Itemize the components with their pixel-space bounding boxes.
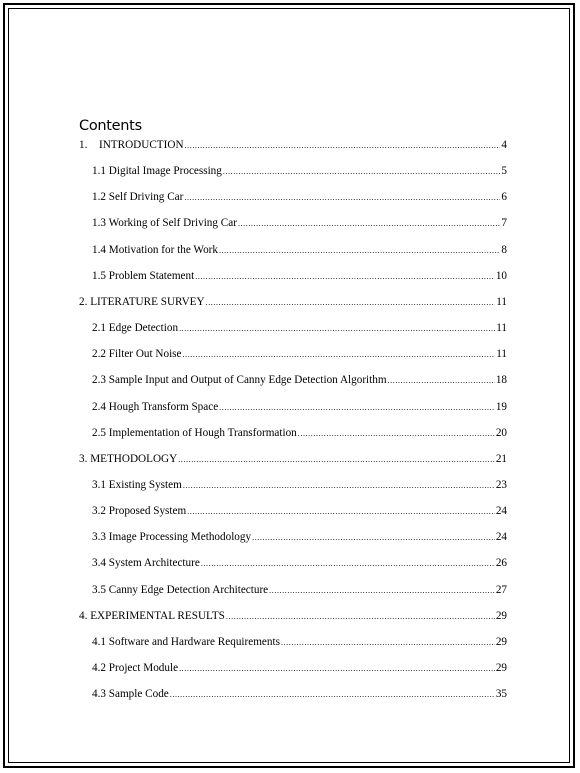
toc-leader-dots <box>226 612 495 621</box>
toc-entry-title: 1.2 Self Driving Car <box>92 191 184 204</box>
toc-entry-title: 3. METHODOLOGY <box>79 452 178 465</box>
toc-entry-title: 2.3 Sample Input and Output of Canny Edge Detection Algorithm <box>92 374 387 387</box>
toc-entry[interactable] <box>79 296 507 308</box>
toc-entry-page: 11 <box>496 322 507 335</box>
toc-leader-dots <box>388 376 495 385</box>
toc-entry-page: 26 <box>495 557 507 570</box>
toc-entry[interactable] <box>92 270 507 282</box>
toc-entry-page: 11 <box>496 295 507 308</box>
toc-entry[interactable] <box>92 374 507 386</box>
toc-entry-title: 3.5 Canny Edge Detection Architecture <box>92 583 269 596</box>
toc-entry-title: 1.3 Working of Self Driving Car <box>92 217 237 230</box>
toc-entry-title: 2.5 Implementation of Hough Transformation <box>92 426 297 439</box>
toc-entry-title: INTRODUCTION <box>99 139 184 151</box>
toc-entry[interactable] <box>79 610 507 622</box>
toc-leader-dots <box>184 193 500 202</box>
toc-entry[interactable] <box>92 584 507 596</box>
toc-entry-page: 23 <box>495 478 507 491</box>
toc-entry-page: 6 <box>501 191 507 204</box>
toc-entry-page: 7 <box>501 217 507 230</box>
toc-entry-title: 1.4 Motivation for the Work <box>92 243 218 256</box>
toc-entry[interactable] <box>92 165 507 177</box>
toc-entry[interactable] <box>92 244 507 256</box>
toc-leader-dots <box>170 690 495 699</box>
toc-entry[interactable] <box>92 505 507 517</box>
toc-entry-number: 1. <box>79 139 88 151</box>
toc-leader-dots <box>252 533 495 542</box>
toc-entry-title: 2. LITERATURE SURVEY <box>79 295 205 308</box>
toc-entry-title: 3.2 Proposed System <box>92 505 187 518</box>
toc-entry-page: 11 <box>496 348 507 361</box>
toc-entry[interactable] <box>92 427 507 439</box>
toc-entry-page: 4 <box>501 139 507 151</box>
toc-entry-title: 1.5 Problem Statement <box>92 269 195 282</box>
toc-entry-title: 3.1 Existing System <box>92 478 182 491</box>
toc-leader-dots <box>223 167 501 176</box>
toc-entry[interactable] <box>92 401 507 413</box>
toc-entry-page: 29 <box>495 635 507 648</box>
toc-entry-page: 29 <box>495 609 507 622</box>
toc-leader-dots <box>187 507 495 516</box>
toc-entry-page: 24 <box>495 505 507 518</box>
toc-entry[interactable] <box>92 217 507 229</box>
toc-entry[interactable] <box>92 531 507 543</box>
toc-entry[interactable] <box>92 322 507 334</box>
toc-leader-dots <box>183 350 496 359</box>
toc-entry[interactable] <box>92 557 507 569</box>
toc-entry[interactable] <box>79 139 507 151</box>
toc-leader-dots <box>179 664 495 673</box>
toc-entry-page: 29 <box>495 662 507 674</box>
toc-entry[interactable] <box>92 688 507 700</box>
toc-entry-page: 19 <box>495 400 507 413</box>
contents-heading: Contents <box>79 118 142 134</box>
toc-entry-title: 1.1 Digital Image Processing <box>92 165 222 178</box>
toc-entry-title: 2.4 Hough Transform Space <box>92 400 219 413</box>
toc-entry-page: 5 <box>501 165 507 178</box>
toc-leader-dots <box>269 586 495 595</box>
toc-leader-dots <box>298 429 495 438</box>
toc-entry-title: 2.2 Filter Out Noise <box>92 348 182 361</box>
toc-leader-dots <box>206 298 496 307</box>
toc-leader-dots <box>281 638 495 647</box>
toc-entry-title: 4. EXPERIMENTAL RESULTS <box>79 609 225 622</box>
toc-entry-title: 3.3 Image Processing Methodology <box>92 531 252 544</box>
toc-entry-page: 20 <box>495 426 507 439</box>
toc-entry-page: 24 <box>495 531 507 544</box>
toc-leader-dots <box>179 324 495 333</box>
toc-leader-dots <box>238 219 500 228</box>
toc-entry[interactable] <box>92 479 507 491</box>
toc-entry-page: 21 <box>495 452 507 465</box>
toc-entry-page: 35 <box>495 688 507 701</box>
toc-entry-page: 10 <box>495 269 507 282</box>
toc-leader-dots <box>219 403 495 412</box>
toc-entry-title: 2.1 Edge Detection <box>92 322 179 335</box>
toc-entry-title: 3.4 System Architecture <box>92 557 200 570</box>
toc-entry-page: 27 <box>495 583 507 596</box>
toc-entry[interactable] <box>92 348 507 360</box>
toc-entry-page: 8 <box>501 243 507 256</box>
toc-entry[interactable] <box>92 191 507 203</box>
toc-leader-dots <box>183 481 495 490</box>
toc-leader-dots <box>178 455 495 464</box>
toc-entry-page: 18 <box>495 374 507 387</box>
toc-entry[interactable] <box>92 636 507 648</box>
toc-leader-dots <box>201 559 495 568</box>
toc-entry-title: 4.3 Sample Code <box>92 688 169 701</box>
toc-leader-dots <box>185 141 501 150</box>
toc-entry-title: 4.2 Project Module <box>92 662 179 674</box>
toc-leader-dots <box>219 246 500 255</box>
toc-entry[interactable] <box>92 662 507 674</box>
toc-entry-title: 4.1 Software and Hardware Requirements <box>92 635 280 648</box>
toc-entry[interactable] <box>79 453 507 465</box>
toc-leader-dots <box>195 272 495 281</box>
